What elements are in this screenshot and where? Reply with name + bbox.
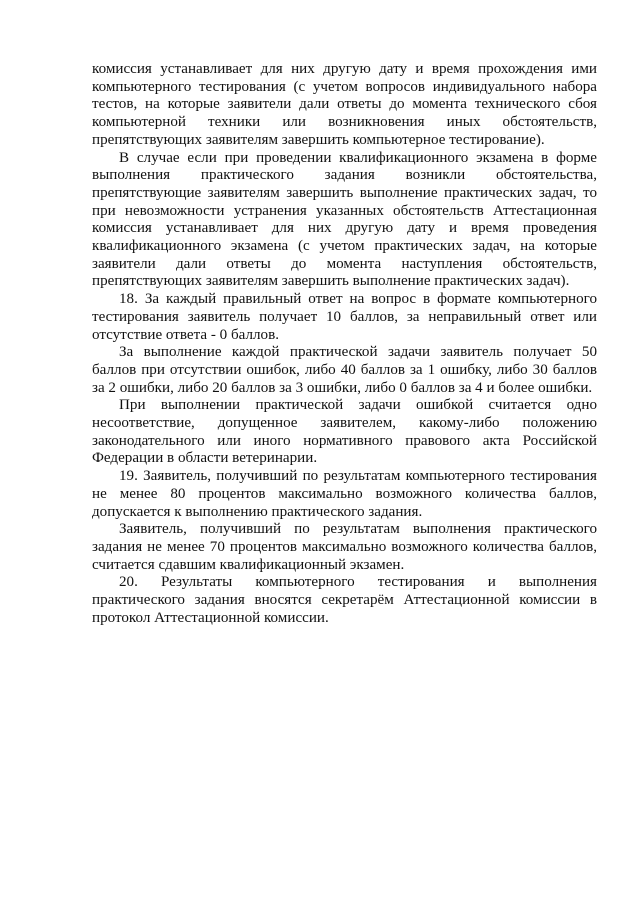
paragraph-item-20: 20. Результаты компьютерного тестирования и выполнения практического задания вносятся секретарём Аттестационной комиссии в протокол Аттестационной комиссии.: [92, 574, 597, 626]
paragraph-error-definition: При выполнении практической задачи ошибкой считается одно несоответствие, допущенное заявителем, какому-либо положению законодательного или иного нормативного правового акта Российской Федерации в области ветеринарии.: [92, 397, 597, 467]
paragraph-continuation: комиссия устанавливает для них другую дату и время прохождения ими компьютерного тестирования (с учетом вопросов индивидуального набора тестов, на которые заявители дали ответы до момента технического сбоя компьютерной техники или возникновения иных обстоятельств, препятствующих заявителям завершить компьютерное тестирование).: [92, 61, 597, 148]
paragraph-practical-exam-interruption: В случае если при проведении квалификационного экзамена в форме выполнения практического задания возникли обстоятельства, препятствующие заявителям завершить выполнение практических задач, то при невозможности устранения указанных обстоятельств Аттестационная комиссия устанавливает для них другую дату и время проведения квалификационного экзамена (с учетом практических задач, на которые заявители дали ответы до момента наступления обстоятельств, препятствующих заявителям завершить выполнение практических задач).: [92, 149, 597, 290]
paragraph-practical-scoring: За выполнение каждой практической задачи заявитель получает 50 баллов при отсутствии ошибок, либо 40 баллов за 1 ошибку, либо 30 баллов за 2 ошибки, либо 20 баллов за 3 ошибки, либо 0 баллов за 4 и более ошибки.: [92, 344, 597, 396]
paragraph-passing-criteria: Заявитель, получивший по результатам выполнения практического задания не менее 70 процентов максимально возможного количества баллов, считается сдавшим квалификационный экзамен.: [92, 521, 597, 573]
paragraph-item-18: 18. За каждый правильный ответ на вопрос в формате компьютерного тестирования заявитель получает 10 баллов, за неправильный ответ или отсутствие ответа - 0 баллов.: [92, 291, 597, 343]
document-body: [92, 61, 597, 628]
paragraph-item-19: 19. Заявитель, получивший по результатам компьютерного тестирования не менее 80 процентов максимально возможного количества баллов, допускается к выполнению практического задания.: [92, 468, 597, 520]
